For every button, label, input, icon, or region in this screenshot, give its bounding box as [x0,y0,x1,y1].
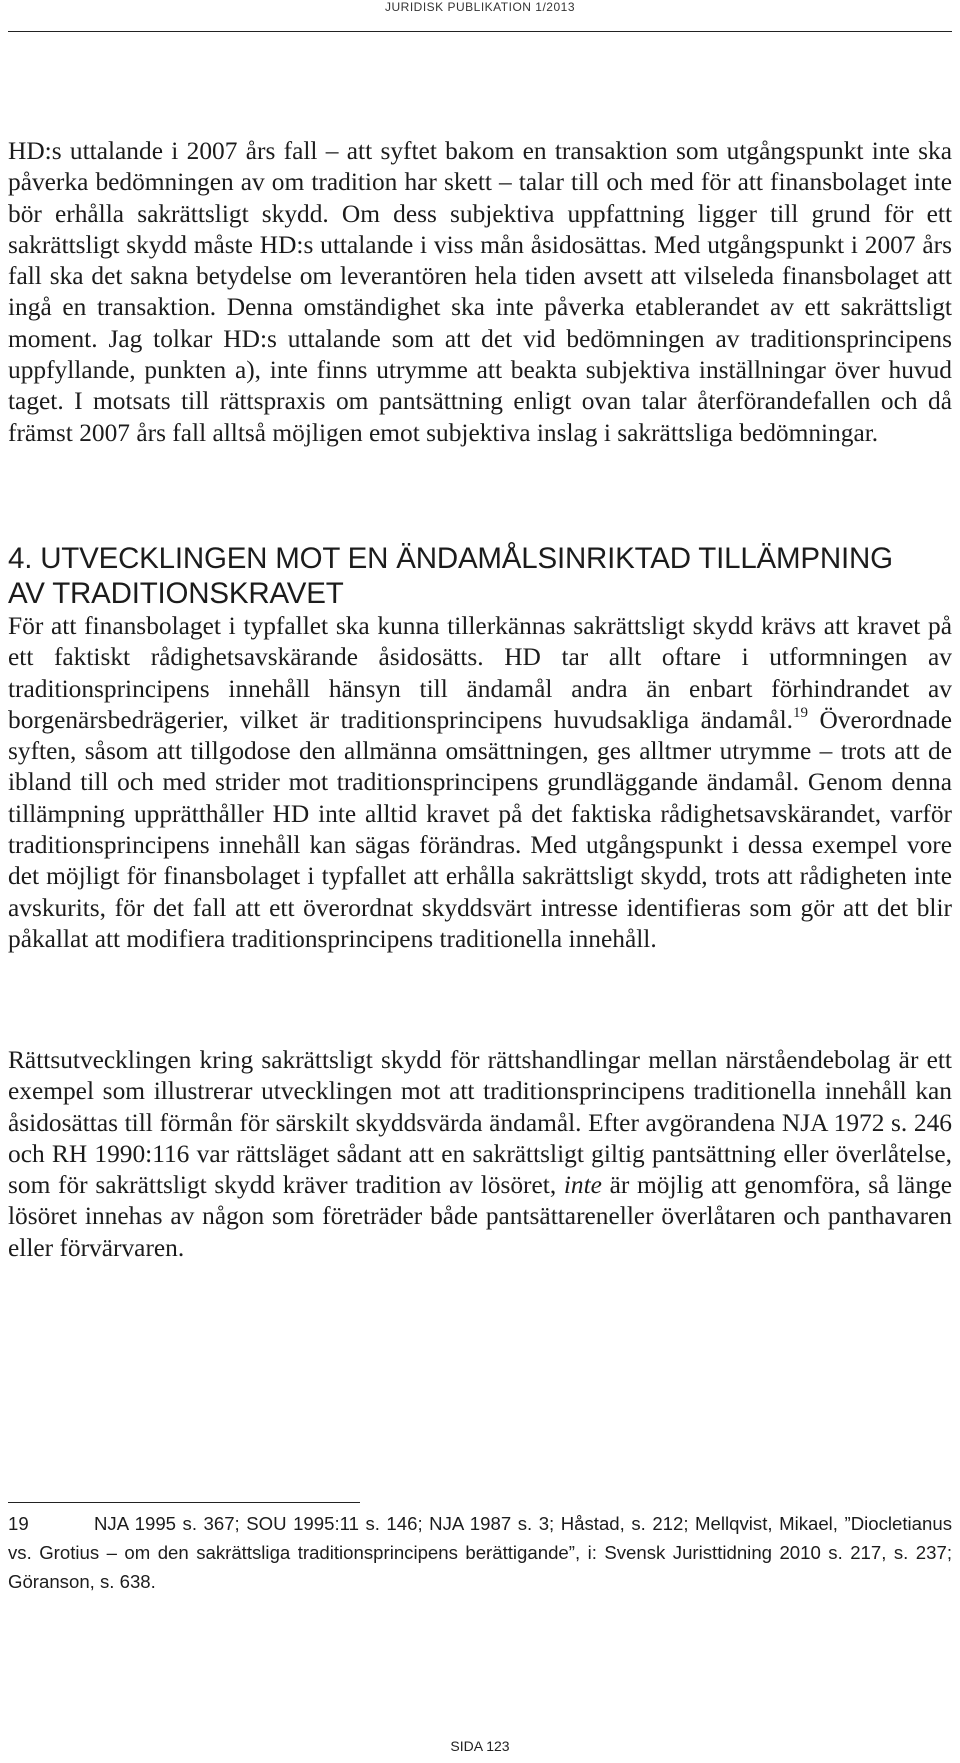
paragraph-2-part-2: Överordnade syften, såsom att tillgodose den allmänna omsättningen, ges alltmer utrymme – trots att de ibland till och med strider mot traditionsprincipens grundläggande ändamål. Genom denna tillämpning upprätthåller HD inte alltid kravet på det faktiska rådighetsavskärandet, varför traditionsprincipens innehåll kan sägas förändras. Med utgångspunkt i dessa exempel vore det möjligt för finansbolaget i typfallet att erhålla sakrättsligt skydd, trots att rådigheten inte avskurits, för det fall att ett överordnat skyddsvärt intresse identifieras som gör att det blir påkallat att modifiera traditionsprincipens traditionella innehåll. [8,705,952,953]
section-heading [8,541,952,611]
page-number: SIDA 123 [450,1738,510,1754]
header-rule [8,31,952,32]
running-head: JURIDISK PUBLIKATION 1/2013 [384,0,575,14]
footnote [8,1509,952,1596]
paragraph-2-text [8,611,952,955]
paragraph-2 [8,611,952,955]
section-heading-line-1: 4. UTVECKLINGEN MOT EN ÄNDAMÅLSINRIKTAD TILLÄMPNING [8,542,893,575]
paragraph-3-emphasis: inte [563,1171,602,1200]
footnote-reference[interactable]: 19 [792,704,808,721]
paragraph-1 [8,136,952,449]
paragraph-3-part-1: Rättsutvecklingen kring sakrättsligt skydd för rättshandlingar mellan närståendebolag är ett exempel som illustrerar utvecklingen mot att traditionsprincipens traditionella innehåll kan åsidosättas till förmån för särskilt skyddsvärda ändamål. Efter avgörandena NJA 1972 s. 246 och RH 1990:116 var rättsläget sådant att en sakrättsligt giltig pantsättning eller överlåtelse, som för sakrättsligt skydd kräver tradition av lösöret, [8,1046,952,1200]
paragraph-1-text: HD:s uttalande i 2007 års fall – att syftet bakom en transaktion som utgångspunkt inte ska påverka bedömningen av om tradition har skett – talar till och med för att finansbolaget inte bör erhålla sakrättsligt skydd. Om dess subjektiva uppfattning ligger till grund för ett sakrättsligt skydd måste HD:s uttalande i viss mån åsidosättas. Med utgångspunkt i 2007 års fall ska det sakna betydelse om leverantören hela tiden avsett att vilseleda finansbolaget att ingå en transaktion. Denna omständighet ska inte påverka etablerandet av ett sakrättsligt moment. Jag tolkar HD:s uttalande som att det vid bedömningen av traditionsprincipens uppfyllande, punkten a), inte finns utrymme att beakta subjektiva inställningar över huvud taget. I motsats till rättspraxis om pantsättning enligt ovan talar återförandefallen och då främst 2007 års fall alltså möjligen emot subjektiva inslag i sakrättsliga bedömningar. [8,137,952,447]
footnote-text: NJA 1995 s. 367; SOU 1995:11 s. 146; NJA 1987 s. 3; Håstad, s. 212; Mellqvist, Mikael, ”Diocletianus vs. Grotius – om den sakrättsliga traditionsprincipens berättigande”, i: Svensk Juristtidning 2010 s. 217, s. 237; Göranson, s. 638. [8,1513,952,1592]
footnote-number: 19 [8,1513,29,1534]
footnote-rule [8,1502,360,1503]
paragraph-3-text [8,1045,952,1264]
paragraph-3-part-2: är möjlig att genomföra, så länge lösöret innehas av någon som företräder både pantsättareneller överlåtaren och panthavaren eller förvärvaren. [8,1171,952,1262]
section-heading-line-2: AV TRADITIONSKRAVET [8,577,344,610]
paragraph-3 [8,1045,952,1264]
paragraph-2-part-1: För att finansbolaget i typfallet ska kunna tillerkännas sakrättsligt skydd krävs att kravet på ett faktiskt rådighetsavskärande åsidosätts. HD tar allt oftare i utformningen av traditionsprincipens innehåll hänsyn till ändamål andra än enbart förhindrandet av borgenärsbedrägerier, vilket är traditionsprincipens huvudsakliga ändamål. [8,612,952,734]
